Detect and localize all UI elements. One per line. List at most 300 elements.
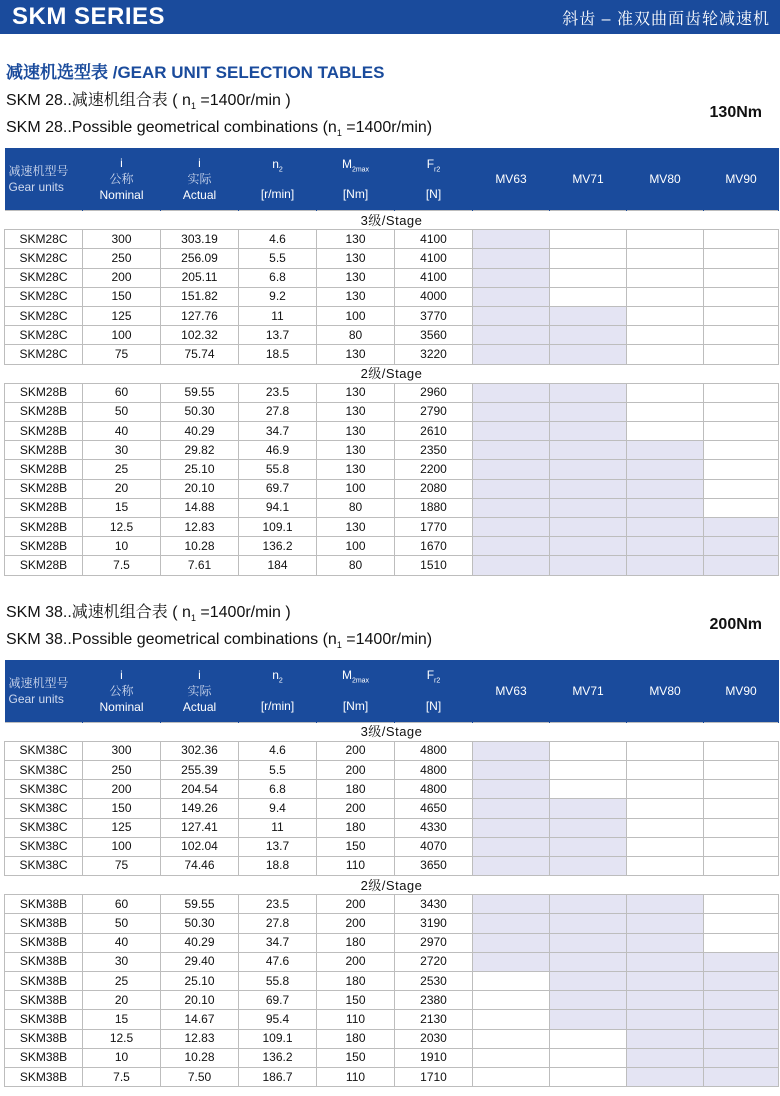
motor-combination-cell (473, 268, 550, 287)
cell-nominal: 75 (83, 856, 161, 875)
table-title-en: SKM 38..Possible geometrical combinations $(n_1 =1400r/\min)$ (6, 630, 433, 650)
cell-actual: 10.28 (161, 537, 239, 556)
cell-m2: 130 (317, 345, 395, 364)
cell-m2: 130 (317, 422, 395, 441)
cell-model: SKM38B (5, 952, 83, 971)
table-row (5, 422, 779, 441)
motor-combination-cell (550, 895, 627, 914)
motor-combination-cell (550, 818, 627, 837)
cell-actual: 20.10 (161, 479, 239, 498)
table-title-cn: SKM 28..减速机组合表 ( $n_1 =1400r/\min$ ) (6, 92, 291, 112)
motor-combination-cell (550, 760, 627, 779)
cell-model: SKM38C (5, 760, 83, 779)
cell-model: SKM28C (5, 345, 83, 364)
motor-combination-cell (550, 952, 627, 971)
page-title: 减速机选型表 /GEAR UNIT SELECTION TABLES (6, 63, 385, 82)
col-motor-mv80: MV80 (627, 148, 704, 211)
cell-actual: 59.55 (161, 895, 239, 914)
motor-combination-cell (627, 460, 704, 479)
motor-combination-cell (704, 972, 779, 991)
cell-actual: 127.76 (161, 306, 239, 325)
motor-combination-cell (550, 402, 627, 421)
motor-combination-cell (550, 556, 627, 575)
table-row (5, 230, 779, 249)
cell-n2: 69.7 (239, 991, 317, 1010)
motor-combination-cell (473, 441, 550, 460)
cell-m2: 130 (317, 249, 395, 268)
cell-fr2: 2610 (395, 422, 473, 441)
series-subtitle: 斜齿 – 准双曲面齿轮减速机 (562, 10, 770, 28)
motor-combination-cell (627, 837, 704, 856)
motor-combination-cell (550, 537, 627, 556)
motor-combination-cell (704, 345, 779, 364)
motor-combination-cell (550, 326, 627, 345)
cell-n2: 27.8 (239, 402, 317, 421)
cell-n2: 13.7 (239, 326, 317, 345)
motor-combination-cell (704, 287, 779, 306)
motor-combination-cell (473, 1048, 550, 1067)
table-row (5, 952, 779, 971)
motor-combination-cell (627, 933, 704, 952)
cell-model: SKM28B (5, 383, 83, 402)
cell-actual: 14.88 (161, 498, 239, 517)
cell-fr2: 4100 (395, 249, 473, 268)
table-title-cn: SKM 38..减速机组合表 ( $n_1 =1400r/\min$ ) (6, 603, 291, 623)
cell-fr2: 2720 (395, 952, 473, 971)
table-row (5, 856, 779, 875)
cell-fr2: 4100 (395, 230, 473, 249)
cell-nominal: 60 (83, 895, 161, 914)
cell-model: SKM38B (5, 914, 83, 933)
motor-combination-cell (704, 933, 779, 952)
table-row (5, 1029, 779, 1048)
cell-n2: 109.1 (239, 1029, 317, 1048)
selection-tables (0, 90, 780, 1087)
table-row (5, 818, 779, 837)
stage-label: 2级/Stage (5, 364, 779, 383)
table-heading (6, 602, 774, 652)
cell-m2: 80 (317, 556, 395, 575)
motor-combination-cell (627, 991, 704, 1010)
motor-combination-cell (627, 895, 704, 914)
cell-m2: 110 (317, 1010, 395, 1029)
motor-combination-cell (627, 518, 704, 537)
cell-actual: 255.39 (161, 760, 239, 779)
motor-combination-cell (704, 856, 779, 875)
motor-combination-cell (627, 556, 704, 575)
cell-actual: 149.26 (161, 799, 239, 818)
motor-combination-cell (704, 518, 779, 537)
cell-model: SKM38B (5, 933, 83, 952)
cell-nominal: 7.5 (83, 1067, 161, 1086)
motor-combination-cell (473, 326, 550, 345)
cell-fr2: 1880 (395, 498, 473, 517)
cell-m2: 200 (317, 760, 395, 779)
motor-combination-cell (627, 268, 704, 287)
table-row (5, 441, 779, 460)
col-motor-mv63: MV63 (473, 660, 550, 723)
motor-combination-cell (473, 780, 550, 799)
cell-n2: 23.5 (239, 383, 317, 402)
cell-fr2: 1710 (395, 1067, 473, 1086)
cell-actual: 29.82 (161, 441, 239, 460)
cell-nominal: 12.5 (83, 518, 161, 537)
cell-m2: 130 (317, 268, 395, 287)
cell-fr2: 4800 (395, 741, 473, 760)
cell-model: SKM28C (5, 326, 83, 345)
cell-model: SKM28B (5, 422, 83, 441)
cell-m2: 100 (317, 479, 395, 498)
motor-combination-cell (473, 933, 550, 952)
cell-n2: 186.7 (239, 1067, 317, 1086)
motor-combination-cell (473, 306, 550, 325)
cell-nominal: 250 (83, 249, 161, 268)
cell-model: SKM28C (5, 230, 83, 249)
motor-combination-cell (550, 799, 627, 818)
cell-nominal: 40 (83, 422, 161, 441)
motor-combination-cell (550, 460, 627, 479)
table-row (5, 268, 779, 287)
col-motor-mv63: MV63 (473, 148, 550, 211)
motor-combination-cell (473, 760, 550, 779)
cell-nominal: 15 (83, 498, 161, 517)
motor-combination-cell (550, 741, 627, 760)
cell-fr2: 4000 (395, 287, 473, 306)
cell-fr2: 2130 (395, 1010, 473, 1029)
cell-model: SKM28B (5, 518, 83, 537)
motor-combination-cell (704, 818, 779, 837)
cell-n2: 6.8 (239, 780, 317, 799)
cell-actual: 25.10 (161, 972, 239, 991)
cell-nominal: 10 (83, 537, 161, 556)
motor-combination-cell (550, 1067, 627, 1086)
motor-combination-cell (627, 383, 704, 402)
table-header-row (5, 660, 779, 723)
table-row (5, 1048, 779, 1067)
cell-n2: 5.5 (239, 249, 317, 268)
cell-model: SKM38C (5, 818, 83, 837)
col-gear-units: 减速机型号 Gear units (5, 148, 83, 211)
torque-rating: 200Nm (709, 615, 762, 633)
motor-combination-cell (704, 741, 779, 760)
motor-combination-cell (627, 914, 704, 933)
series-title: SKM SERIES (12, 3, 166, 30)
col-n2: $n_2$ [r/min] (239, 660, 317, 723)
table-heading (6, 90, 774, 140)
cell-model: SKM28C (5, 249, 83, 268)
cell-fr2: 2960 (395, 383, 473, 402)
cell-model: SKM38B (5, 1067, 83, 1086)
col-i-actual: i 实际 Actual (161, 660, 239, 723)
cell-nominal: 12.5 (83, 1029, 161, 1048)
motor-combination-cell (473, 537, 550, 556)
cell-actual: 50.30 (161, 402, 239, 421)
motor-combination-cell (473, 799, 550, 818)
series-header-bar (0, 0, 780, 34)
motor-combination-cell (704, 441, 779, 460)
cell-fr2: 1670 (395, 537, 473, 556)
motor-combination-cell (473, 952, 550, 971)
motor-combination-cell (550, 856, 627, 875)
motor-combination-cell (627, 818, 704, 837)
motor-combination-cell (627, 441, 704, 460)
motor-combination-cell (550, 933, 627, 952)
motor-combination-cell (627, 952, 704, 971)
cell-nominal: 200 (83, 780, 161, 799)
cell-nominal: 150 (83, 287, 161, 306)
cell-fr2: 2200 (395, 460, 473, 479)
cell-m2: 130 (317, 441, 395, 460)
stage-label: 3级/Stage (5, 722, 779, 741)
cell-fr2: 2790 (395, 402, 473, 421)
motor-combination-cell (550, 287, 627, 306)
motor-combination-cell (473, 498, 550, 517)
cell-n2: 13.7 (239, 837, 317, 856)
motor-combination-cell (550, 837, 627, 856)
cell-actual: 204.54 (161, 780, 239, 799)
motor-combination-cell (550, 972, 627, 991)
motor-combination-cell (627, 287, 704, 306)
cell-model: SKM38C (5, 780, 83, 799)
stage-row (5, 722, 779, 741)
cell-fr2: 3770 (395, 306, 473, 325)
motor-combination-cell (704, 1010, 779, 1029)
table-row (5, 498, 779, 517)
cell-nominal: 250 (83, 760, 161, 779)
table-row (5, 991, 779, 1010)
motor-combination-cell (550, 383, 627, 402)
table-row (5, 537, 779, 556)
cell-m2: 180 (317, 972, 395, 991)
cell-model: SKM28B (5, 441, 83, 460)
table-row (5, 1010, 779, 1029)
cell-m2: 100 (317, 306, 395, 325)
motor-combination-cell (550, 306, 627, 325)
cell-m2: 150 (317, 991, 395, 1010)
cell-actual: 12.83 (161, 518, 239, 537)
cell-model: SKM38C (5, 856, 83, 875)
cell-nominal: 40 (83, 933, 161, 952)
cell-model: SKM38B (5, 895, 83, 914)
cell-nominal: 150 (83, 799, 161, 818)
col-motor-mv71: MV71 (550, 660, 627, 723)
cell-n2: 27.8 (239, 914, 317, 933)
motor-combination-cell (704, 422, 779, 441)
cell-fr2: 2030 (395, 1029, 473, 1048)
motor-combination-cell (473, 1067, 550, 1086)
motor-combination-cell (627, 856, 704, 875)
cell-fr2: 4100 (395, 268, 473, 287)
cell-model: SKM28B (5, 479, 83, 498)
motor-combination-cell (473, 837, 550, 856)
motor-combination-cell (473, 1010, 550, 1029)
cell-fr2: 3190 (395, 914, 473, 933)
motor-combination-cell (473, 818, 550, 837)
motor-combination-cell (704, 230, 779, 249)
cell-model: SKM28C (5, 287, 83, 306)
cell-nominal: 100 (83, 326, 161, 345)
motor-combination-cell (704, 402, 779, 421)
cell-fr2: 4070 (395, 837, 473, 856)
table-row (5, 306, 779, 325)
cell-actual: 7.61 (161, 556, 239, 575)
gear-selection-table (4, 148, 779, 576)
table-row (5, 345, 779, 364)
motor-combination-cell (550, 991, 627, 1010)
cell-model: SKM38C (5, 837, 83, 856)
cell-n2: 95.4 (239, 1010, 317, 1029)
motor-combination-cell (704, 537, 779, 556)
cell-m2: 130 (317, 287, 395, 306)
motor-combination-cell (704, 914, 779, 933)
cell-actual: 102.32 (161, 326, 239, 345)
gear-selection-table (4, 660, 779, 1088)
cell-actual: 7.50 (161, 1067, 239, 1086)
table-row (5, 914, 779, 933)
cell-nominal: 20 (83, 479, 161, 498)
col-motor-mv90: MV90 (704, 660, 779, 723)
cell-actual: 127.41 (161, 818, 239, 837)
cell-n2: 5.5 (239, 760, 317, 779)
cell-fr2: 3560 (395, 326, 473, 345)
table-row (5, 402, 779, 421)
cell-nominal: 10 (83, 1048, 161, 1067)
motor-combination-cell (627, 402, 704, 421)
col-fr2: $F_{r2}$ [N] (395, 660, 473, 723)
cell-n2: 46.9 (239, 441, 317, 460)
cell-fr2: 3650 (395, 856, 473, 875)
table-row (5, 799, 779, 818)
motor-combination-cell (473, 556, 550, 575)
table-row (5, 780, 779, 799)
cell-actual: 10.28 (161, 1048, 239, 1067)
cell-nominal: 60 (83, 383, 161, 402)
motor-combination-cell (704, 1067, 779, 1086)
motor-combination-cell (473, 741, 550, 760)
cell-actual: 75.74 (161, 345, 239, 364)
cell-fr2: 2530 (395, 972, 473, 991)
motor-combination-cell (627, 741, 704, 760)
cell-n2: 4.6 (239, 230, 317, 249)
cell-m2: 150 (317, 1048, 395, 1067)
cell-fr2: 3430 (395, 895, 473, 914)
cell-fr2: 1770 (395, 518, 473, 537)
cell-n2: 23.5 (239, 895, 317, 914)
cell-m2: 130 (317, 402, 395, 421)
cell-n2: 4.6 (239, 741, 317, 760)
motor-combination-cell (550, 498, 627, 517)
table-row (5, 460, 779, 479)
cell-nominal: 50 (83, 914, 161, 933)
cell-n2: 34.7 (239, 422, 317, 441)
motor-combination-cell (473, 287, 550, 306)
cell-model: SKM38B (5, 1029, 83, 1048)
motor-combination-cell (704, 799, 779, 818)
cell-actual: 303.19 (161, 230, 239, 249)
motor-combination-cell (473, 422, 550, 441)
cell-model: SKM38C (5, 799, 83, 818)
motor-combination-cell (704, 383, 779, 402)
cell-model: SKM38B (5, 991, 83, 1010)
cell-actual: 205.11 (161, 268, 239, 287)
cell-model: SKM38B (5, 1048, 83, 1067)
motor-combination-cell (473, 1029, 550, 1048)
motor-combination-cell (704, 952, 779, 971)
motor-combination-cell (627, 326, 704, 345)
motor-combination-cell (627, 422, 704, 441)
motor-combination-cell (627, 760, 704, 779)
cell-m2: 200 (317, 895, 395, 914)
stage-label: 2级/Stage (5, 876, 779, 895)
motor-combination-cell (627, 780, 704, 799)
cell-nominal: 15 (83, 1010, 161, 1029)
motor-combination-cell (550, 518, 627, 537)
motor-combination-cell (627, 498, 704, 517)
cell-m2: 80 (317, 326, 395, 345)
col-i-actual: i 实际 Actual (161, 148, 239, 211)
cell-model: SKM38B (5, 972, 83, 991)
cell-fr2: 4650 (395, 799, 473, 818)
table-row (5, 1067, 779, 1086)
cell-actual: 40.29 (161, 422, 239, 441)
motor-combination-cell (473, 518, 550, 537)
motor-combination-cell (473, 460, 550, 479)
motor-combination-cell (627, 1067, 704, 1086)
cell-actual: 256.09 (161, 249, 239, 268)
motor-combination-cell (550, 345, 627, 364)
table-row (5, 933, 779, 952)
table-row (5, 249, 779, 268)
table-row (5, 972, 779, 991)
cell-nominal: 25 (83, 972, 161, 991)
table-row (5, 383, 779, 402)
motor-combination-cell (473, 249, 550, 268)
cell-nominal: 125 (83, 818, 161, 837)
cell-n2: 184 (239, 556, 317, 575)
motor-combination-cell (550, 1048, 627, 1067)
cell-nominal: 300 (83, 741, 161, 760)
table-title-en: SKM 28..Possible geometrical combinations $(n_1 =1400r/\min)$ (6, 119, 433, 139)
motor-combination-cell (550, 268, 627, 287)
table-row (5, 326, 779, 345)
cell-m2: 200 (317, 741, 395, 760)
motor-combination-cell (473, 972, 550, 991)
cell-n2: 55.8 (239, 460, 317, 479)
motor-combination-cell (550, 1029, 627, 1048)
col-m2max: $M_{2max}$ [Nm] (317, 660, 395, 723)
motor-combination-cell (704, 760, 779, 779)
cell-model: SKM28B (5, 498, 83, 517)
cell-n2: 55.8 (239, 972, 317, 991)
motor-combination-cell (550, 914, 627, 933)
cell-actual: 20.10 (161, 991, 239, 1010)
motor-combination-cell (550, 230, 627, 249)
stage-row (5, 876, 779, 895)
cell-model: SKM28B (5, 460, 83, 479)
cell-n2: 109.1 (239, 518, 317, 537)
motor-combination-cell (550, 1010, 627, 1029)
cell-fr2: 2080 (395, 479, 473, 498)
cell-nominal: 25 (83, 460, 161, 479)
table-row (5, 895, 779, 914)
motor-combination-cell (627, 799, 704, 818)
cell-m2: 200 (317, 914, 395, 933)
motor-combination-cell (550, 441, 627, 460)
cell-nominal: 50 (83, 402, 161, 421)
cell-actual: 151.82 (161, 287, 239, 306)
cell-n2: 18.5 (239, 345, 317, 364)
cell-actual: 302.36 (161, 741, 239, 760)
